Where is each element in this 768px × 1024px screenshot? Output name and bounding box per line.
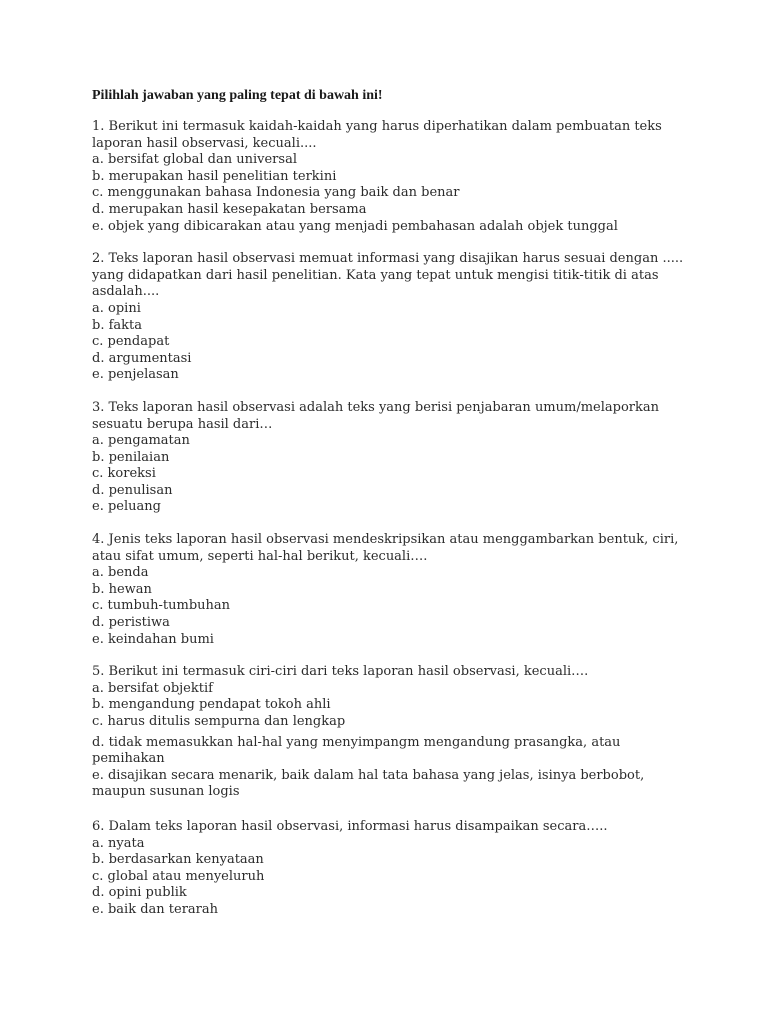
question-stem: 4. Jenis teks laporan hasil observasi mendeskripsikan atau menggambarkan bentuk, ciri, atau sifat umum, seperti hal-hal berikut, kecuali…. bbox=[92, 532, 679, 564]
option-a: a. bersifat global dan universal bbox=[92, 152, 297, 168]
option-c: c. harus ditulis sempurna dan lengkap bbox=[92, 714, 346, 729]
option-c: c. global atau menyeluruh bbox=[92, 868, 265, 884]
option-b: b. fakta bbox=[92, 317, 143, 333]
option-e: e. baik dan terarah bbox=[92, 901, 218, 917]
question-stem: 2. Teks laporan hasil observasi memuat informasi yang disajikan harus sesuai dengan ..... yang didapatkan dari hasil penelitian. Kata yang tepat untuk mengisi titik-titik di atas asdalah.... bbox=[92, 251, 684, 300]
option-d: d. tidak memasukkan hal-hal yang menyimpangm mengandung prasangka, atau pemihakan bbox=[92, 734, 621, 767]
option-a: a. opini bbox=[92, 300, 141, 316]
option-b: b. mengandung pendapat tokoh ahli bbox=[92, 697, 331, 713]
option-e: e. objek yang dibicarakan atau yang menjadi pembahasan adalah objek tunggal bbox=[92, 218, 618, 234]
option-a: a. benda bbox=[92, 565, 149, 581]
option-c: c. pendapat bbox=[92, 334, 170, 350]
question-stem: 6. Dalam teks laporan hasil observasi, informasi harus disampaikan secara….. bbox=[92, 818, 608, 834]
option-b: b. hewan bbox=[92, 581, 152, 597]
option-a: a. bersifat objektif bbox=[92, 680, 213, 696]
question-stem: 5. Berikut ini termasuk ciri-ciri dari teks laporan hasil observasi, kecuali…. bbox=[92, 664, 589, 680]
option-e: e. penjelasan bbox=[92, 367, 179, 383]
instruction-heading: Pilihlah jawaban yang paling tepat di bawah ini! bbox=[92, 88, 383, 103]
question-stem: 3. Teks laporan hasil observasi adalah teks yang berisi penjabaran umum/melaporkan sesuatu berupa hasil dari… bbox=[92, 399, 660, 432]
option-d: d. argumentasi bbox=[92, 350, 192, 366]
option-b: b. berdasarkan kenyataan bbox=[92, 852, 264, 868]
option-e: e. peluang bbox=[92, 499, 161, 515]
option-d: d. peristiwa bbox=[92, 615, 170, 631]
option-a: a. nyata bbox=[92, 835, 145, 851]
option-d: d. merupakan hasil kesepakatan bersama bbox=[92, 201, 367, 217]
option-e: e. keindahan bumi bbox=[92, 631, 214, 647]
question-3 bbox=[92, 400, 692, 516]
option-d: d. opini publik bbox=[92, 885, 187, 901]
option-e: e. disajikan secara menarik, baik dalam hal tata bahasa yang jelas, isinya berbobot, maupun susunan logis bbox=[92, 767, 645, 800]
option-b: b. merupakan hasil penelitian terkini bbox=[92, 168, 337, 184]
question-1 bbox=[92, 119, 692, 235]
question-5 bbox=[92, 664, 692, 801]
option-b: b. penilaian bbox=[92, 449, 170, 465]
option-d: d. penulisan bbox=[92, 482, 173, 498]
option-c: c. menggunakan bahasa Indonesia yang baik dan benar bbox=[92, 185, 460, 201]
question-2 bbox=[92, 251, 692, 384]
option-c: c. tumbuh-tumbuhan bbox=[92, 598, 231, 614]
option-a: a. pengamatan bbox=[92, 433, 190, 449]
question-6 bbox=[92, 819, 692, 919]
question-4 bbox=[92, 532, 692, 648]
question-stem: 1. Berikut ini termasuk kaidah-kaidah yang harus diperhatikan dalam pembuatan teks laporan hasil observasi, kecuali.... bbox=[92, 119, 662, 151]
document-page bbox=[92, 88, 692, 935]
option-c: c. koreksi bbox=[92, 466, 156, 482]
